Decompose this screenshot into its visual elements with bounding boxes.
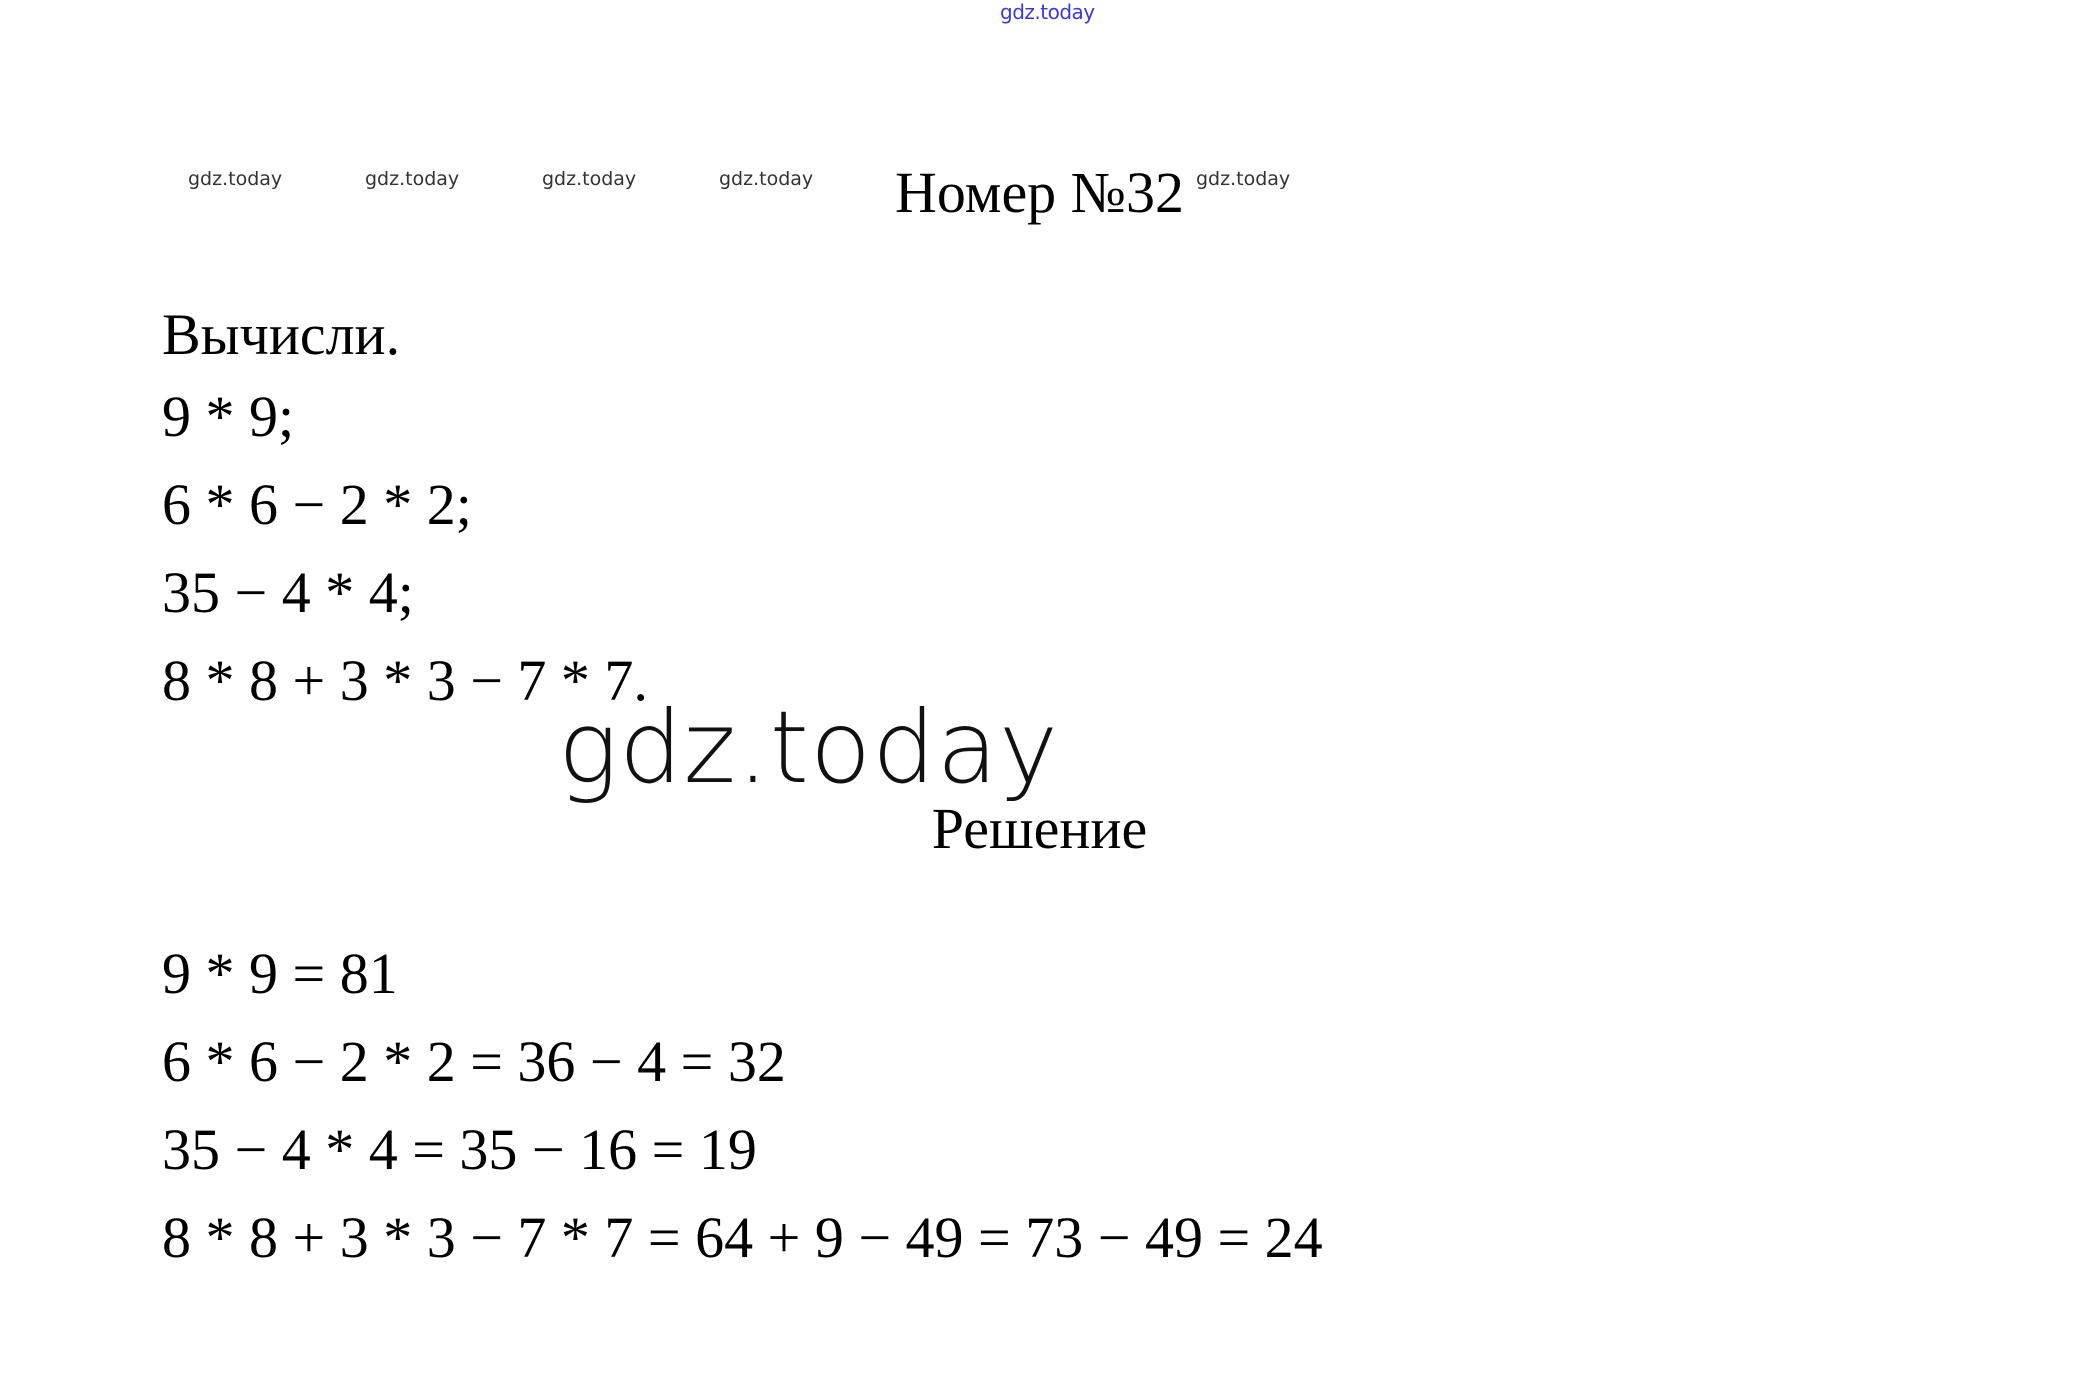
solution-line: 9 * 9 = 81 — [162, 941, 398, 1006]
watermark-top: gdz.today — [1000, 0, 1095, 24]
task-line: 35 − 4 * 4; — [162, 560, 414, 625]
watermark-small: gdz.today — [188, 168, 283, 190]
solution-list — [162, 930, 1323, 1282]
watermark-small: gdz.today — [542, 168, 637, 190]
solution-heading: Решение — [931, 796, 1148, 861]
task-line: 9 * 9; — [162, 384, 295, 449]
task-line: 6 * 6 − 2 * 2; — [162, 472, 472, 537]
watermark-small: gdz.today — [365, 168, 460, 190]
solution-line: 35 − 4 * 4 = 35 − 16 = 19 — [162, 1117, 757, 1182]
watermark-small: gdz.today — [1196, 168, 1291, 190]
solution-line: 6 * 6 − 2 * 2 = 36 − 4 = 32 — [162, 1029, 786, 1094]
solution-line: 8 * 8 + 3 * 3 − 7 * 7 = 64 + 9 − 49 = 73 − 49 = 24 — [162, 1205, 1323, 1270]
watermark-large: gdz.today — [558, 689, 1060, 806]
task-line: 8 * 8 + 3 * 3 − 7 * 7. — [162, 648, 648, 713]
page-title: Номер №32 — [894, 160, 1185, 225]
task-heading: Вычисли. — [162, 302, 401, 367]
watermark-small: gdz.today — [719, 168, 814, 190]
task-list — [162, 373, 648, 725]
